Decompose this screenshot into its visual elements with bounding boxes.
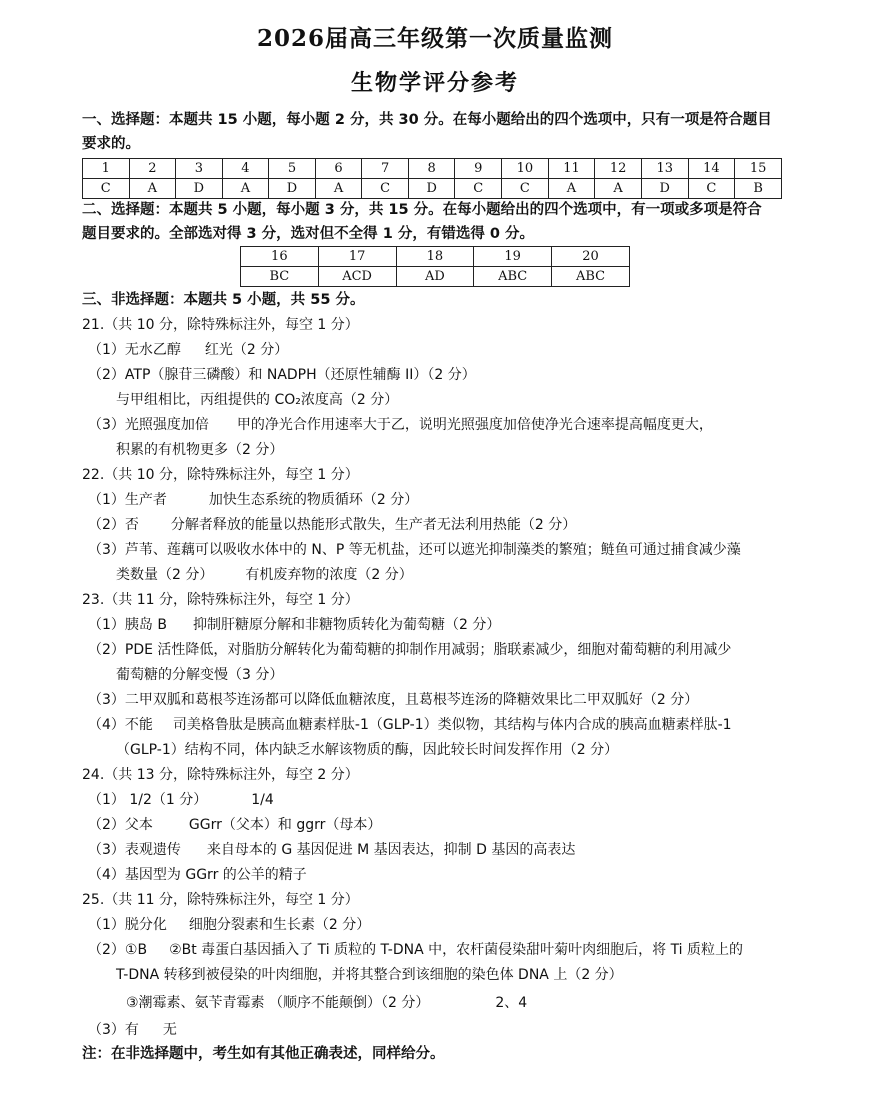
table-cell: D <box>269 179 316 199</box>
table-row-answers <box>241 267 630 287</box>
table-cell: ABC <box>552 267 630 287</box>
q21-header: 21.（共 10 分，除特殊标注外，每空 1 分） <box>82 317 359 333</box>
q25-answer-2c <box>126 993 527 1013</box>
q23-answer-4 <box>88 715 732 735</box>
table-cell: 16 <box>241 247 319 267</box>
q25-answer-1 <box>88 915 370 935</box>
table-cell: 2 <box>129 159 176 179</box>
answer-part: （1）生产者 <box>88 492 167 508</box>
q22-answer-2 <box>88 515 576 535</box>
q24-answer-3 <box>88 840 575 860</box>
answer-part: 红光（2 分） <box>204 342 289 358</box>
footer-note: 注：在非选择题中，考生如有其他正确表述，同样给分。 <box>82 1046 445 1062</box>
answer-part: 甲的净光合作用速率大于乙，说明光照强度加倍使净光合速率提高幅度更大， <box>236 417 713 433</box>
table-cell: A <box>595 179 642 199</box>
table-cell: 4 <box>222 159 269 179</box>
section2-heading-line2: 题目要求的。全部选对得 3 分，选对但不全得 1 分，有错选得 0 分。 <box>82 226 535 242</box>
answer-part: （4）不能 <box>88 717 153 733</box>
table-cell: 5 <box>269 159 316 179</box>
answer-part: GGrr（父本）和 ggrr（母本） <box>188 817 382 833</box>
answer-part: 2、4 <box>495 995 528 1011</box>
answer-part: （1）无水乙醇 <box>88 342 181 358</box>
table-cell: 19 <box>474 247 552 267</box>
table-row-numbers <box>83 159 782 179</box>
q23-answer-4b: （GLP-1）结构不同，体内缺乏水解该物质的酶，因此较长时间发挥作用（2 分） <box>116 742 619 758</box>
section2-heading-line1: 二、选择题：本题共 5 小题，每小题 3 分，共 15 分。在每小题给出的四个选项中，有一项或多项是符合 <box>82 202 762 218</box>
q22-header: 22.（共 10 分，除特殊标注外，每空 1 分） <box>82 467 359 483</box>
answer-part: 细胞分裂素和生长素（2 分） <box>188 917 371 933</box>
table-cell: AD <box>396 267 474 287</box>
table-cell: 3 <box>176 159 223 179</box>
q24-answer-2 <box>88 815 381 835</box>
section2-heading <box>82 198 802 246</box>
answer-part: （1）胰岛 B <box>88 617 167 633</box>
table-cell: ABC <box>474 267 552 287</box>
table-cell: A <box>315 179 362 199</box>
q24-header: 24.（共 13 分，除特殊标注外，每空 2 分） <box>82 767 359 783</box>
q22-answer-1 <box>88 490 418 510</box>
table-cell: C <box>502 179 549 199</box>
answer-part: 无 <box>162 1022 177 1038</box>
answer-part: ②Bt 毒蛋白基因插入了 Ti 质粒的 T-DNA 中，农杆菌侵染甜叶菊叶肉细胞后，将 Ti 质粒上的 <box>169 942 744 958</box>
table-cell: 20 <box>552 247 630 267</box>
section1-heading <box>82 108 802 156</box>
q22-answer-3: （3）芦苇、莲藕可以吸收水体中的 N、P 等无机盐，还可以遮光抑制藻类的繁殖；鲢鱼可通过捕食减少藻 <box>88 542 741 558</box>
section1-heading-line1: 一、选择题：本题共 15 小题，每小题 2 分，共 30 分。在每小题给出的四个选项中，只有一项是符合题目 <box>82 112 772 128</box>
answer-part: 司美格鲁肽是胰高血糖素样肽-1（GLP-1）类似物，其结构与体内合成的胰高血糖素样肽-1 <box>172 717 732 733</box>
answer-part: （1） 1/2（1 分） <box>88 792 208 808</box>
table-row-answers <box>83 179 782 199</box>
table-cell: 14 <box>688 159 735 179</box>
table-cell: B <box>735 179 782 199</box>
answer-part: （3）表观遗传 <box>88 842 181 858</box>
q24-answer-1 <box>88 790 274 810</box>
q23-answer-3: （3）二甲双胍和葛根芩连汤都可以降低血糖浓度，且葛根芩连汤的降糖效果比二甲双胍好（2 分） <box>88 692 699 708</box>
section1-answer-table <box>82 158 782 199</box>
q25-answer-2 <box>88 940 743 960</box>
q21-answer-1 <box>88 340 288 360</box>
q23-answer-1 <box>88 615 500 635</box>
q23-header: 23.（共 11 分，除特殊标注外，每空 1 分） <box>82 592 359 608</box>
q25-header: 25.（共 11 分，除特殊标注外，每空 1 分） <box>82 892 359 908</box>
table-cell: 7 <box>362 159 409 179</box>
table-cell: ACD <box>318 267 396 287</box>
table-cell: D <box>641 179 688 199</box>
answer-part: 有机废弃物的浓度（2 分） <box>245 567 413 583</box>
answer-part: （1）脱分化 <box>88 917 167 933</box>
answer-part: 分解者释放的能量以热能形式散失，生产者无法利用热能（2 分） <box>170 517 577 533</box>
answer-part: 来自母本的 G 基因促进 M 基因表达，抑制 D 基因的高表达 <box>206 842 576 858</box>
page-subtitle: 生物学评分参考 <box>350 70 519 96</box>
table-cell: BC <box>241 267 319 287</box>
section2-answer-table <box>240 246 630 287</box>
answer-part: 加快生态系统的物质循环（2 分） <box>208 492 419 508</box>
table-cell: D <box>176 179 223 199</box>
answer-part: 抑制肝糖原分解和非糖物质转化为葡萄糖（2 分） <box>192 617 501 633</box>
answer-part: 1/4 <box>251 792 274 808</box>
section3-heading: 三、非选择题：本题共 5 小题，共 55 分。 <box>82 292 365 308</box>
q21-answer-2b: 与甲组相比，丙组提供的 CO₂浓度高（2 分） <box>116 392 399 408</box>
answer-part: （2）否 <box>88 517 139 533</box>
q25-answer-3 <box>88 1020 177 1040</box>
answer-part: 类数量（2 分） <box>116 567 214 583</box>
table-cell: 18 <box>396 247 474 267</box>
answer-part: （2）父本 <box>88 817 153 833</box>
q23-answer-2: （2）PDE 活性降低，对脂肪分解转化为葡萄糖的抑制作用减弱；脂联素减少，细胞对葡萄糖的利用减少 <box>88 642 732 658</box>
q21-answer-3b: 积累的有机物更多（2 分） <box>116 442 284 458</box>
table-cell: 6 <box>315 159 362 179</box>
table-cell: A <box>129 179 176 199</box>
table-cell: 8 <box>408 159 455 179</box>
table-cell: C <box>455 179 502 199</box>
table-cell: C <box>362 179 409 199</box>
q21-answer-3 <box>88 415 713 435</box>
q24-answer-4: （4）基因型为 GGrr 的公羊的精子 <box>88 867 307 883</box>
table-cell: 15 <box>735 159 782 179</box>
table-cell: 11 <box>548 159 595 179</box>
table-cell: A <box>222 179 269 199</box>
table-cell: 13 <box>641 159 688 179</box>
table-cell: 9 <box>455 159 502 179</box>
table-cell: 17 <box>318 247 396 267</box>
table-cell: A <box>548 179 595 199</box>
table-cell: 12 <box>595 159 642 179</box>
table-row-numbers <box>241 247 630 267</box>
table-cell: D <box>408 179 455 199</box>
answer-part: （3）有 <box>88 1022 139 1038</box>
answer-part: （3）光照强度加倍 <box>88 417 209 433</box>
page-title: 2026届高三年级第一次质量监测 <box>256 25 613 52</box>
section1-heading-line2: 要求的。 <box>82 136 140 152</box>
answer-part: ③潮霉素、氨苄青霉素 （顺序不能颠倒）（2 分） <box>126 995 430 1011</box>
answer-part: （2）①B <box>88 942 148 958</box>
q22-answer-3b <box>116 565 413 585</box>
q25-answer-2b: T-DNA 转移到被侵染的叶肉细胞，并将其整合到该细胞的染色体 DNA 上（2 分） <box>116 967 623 983</box>
table-cell: C <box>688 179 735 199</box>
table-cell: 1 <box>83 159 130 179</box>
table-cell: C <box>83 179 130 199</box>
q23-answer-2b: 葡萄糖的分解变慢（3 分） <box>116 667 284 683</box>
q21-answer-2: （2）ATP（腺苷三磷酸）和 NADPH（还原性辅酶 II）（2 分） <box>88 367 476 383</box>
table-cell: 10 <box>502 159 549 179</box>
